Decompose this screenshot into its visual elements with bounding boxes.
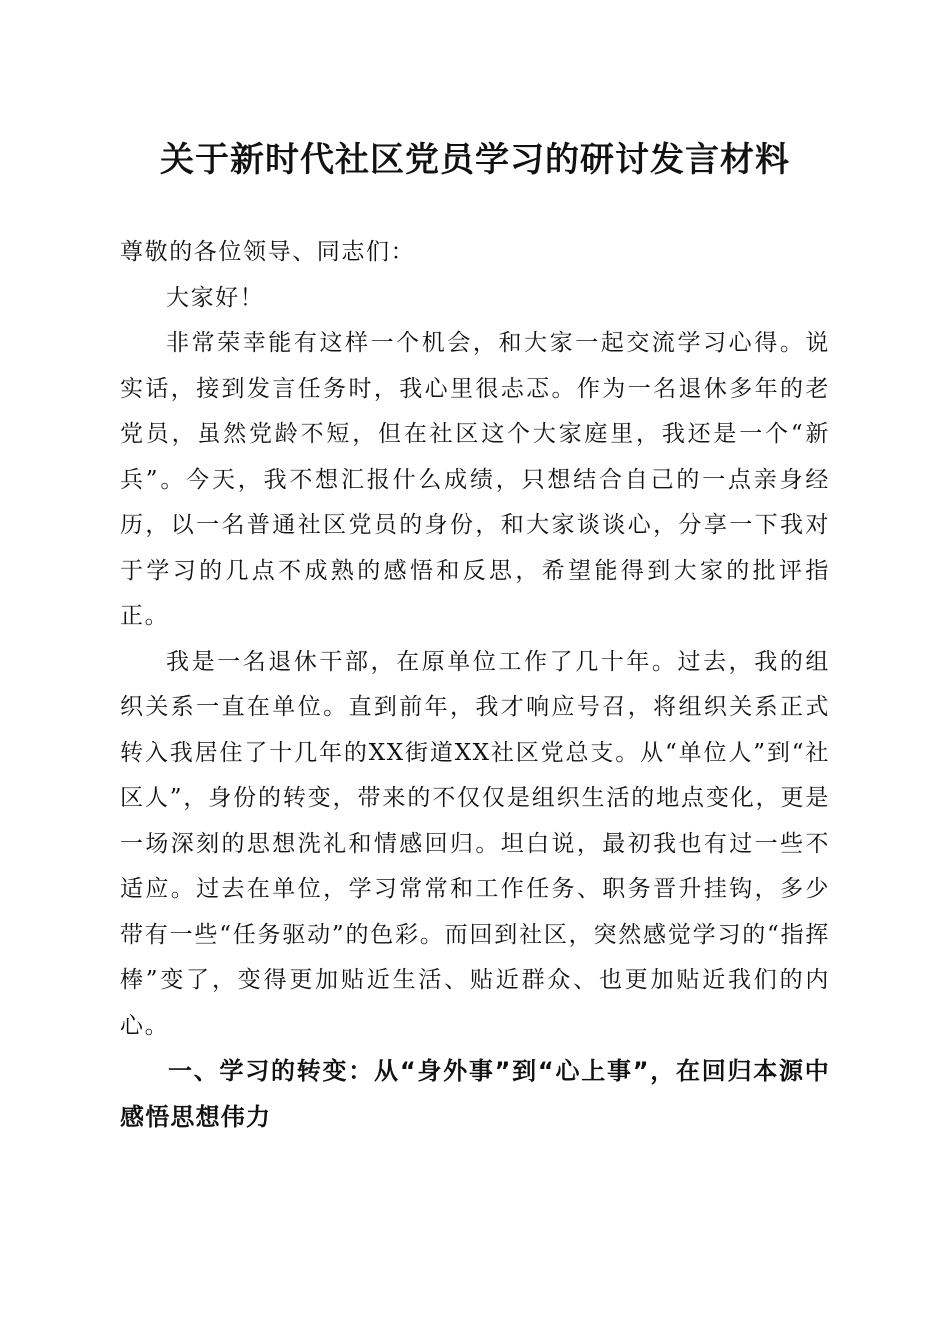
paragraph-background: 我是一名退休干部，在原单位工作了几十年。过去，我的组织关系一直在单位。直到前年，我才响应号召，将组织关系正式转入我居住了十几年的XX街道XX社区党总支。从“单位人”到“社区人”，身份的转变，带来的不仅仅是组织生活的地点变化，更是一场深刻的思想洗礼和情感回归。坦白说，最初我也有过一些不适应。过去在单位，学习常常和工作任务、职务晋升挂钩，多少带有一些“任务驱动”的色彩。而回到社区，突然感觉学习的“指挥棒”变了，变得更加贴近生活、贴近群众、也更加贴近我们的内心。 <box>120 648 830 1039</box>
document-body <box>120 230 830 1140</box>
greeting: 大家好！ <box>166 284 265 311</box>
document-title: 关于新时代社区党员学习的研讨发言材料 <box>160 140 790 180</box>
salutation: 尊敬的各位领导、同志们： <box>120 239 416 265</box>
paragraph-intro: 非常荣幸能有这样一个机会，和大家一起交流学习心得。说实话，接到发言任务时，我心里很忐忑。作为一名退休多年的老党员，虽然党龄不短，但在社区这个大家庭里，我还是一个“新兵”。今天，我不想汇报什么成绩，只想结合自己的一点亲身经历，以一名普通社区党员的身份，和大家谈谈心，分享一下我对于学习的几点不成熟的感悟和反思，希望能得到大家的批评指正。 <box>120 330 830 629</box>
section-heading: 一、学习的转变：从“身外事”到“心上事”，在回归本源中感悟思想伟力 <box>120 1057 830 1131</box>
